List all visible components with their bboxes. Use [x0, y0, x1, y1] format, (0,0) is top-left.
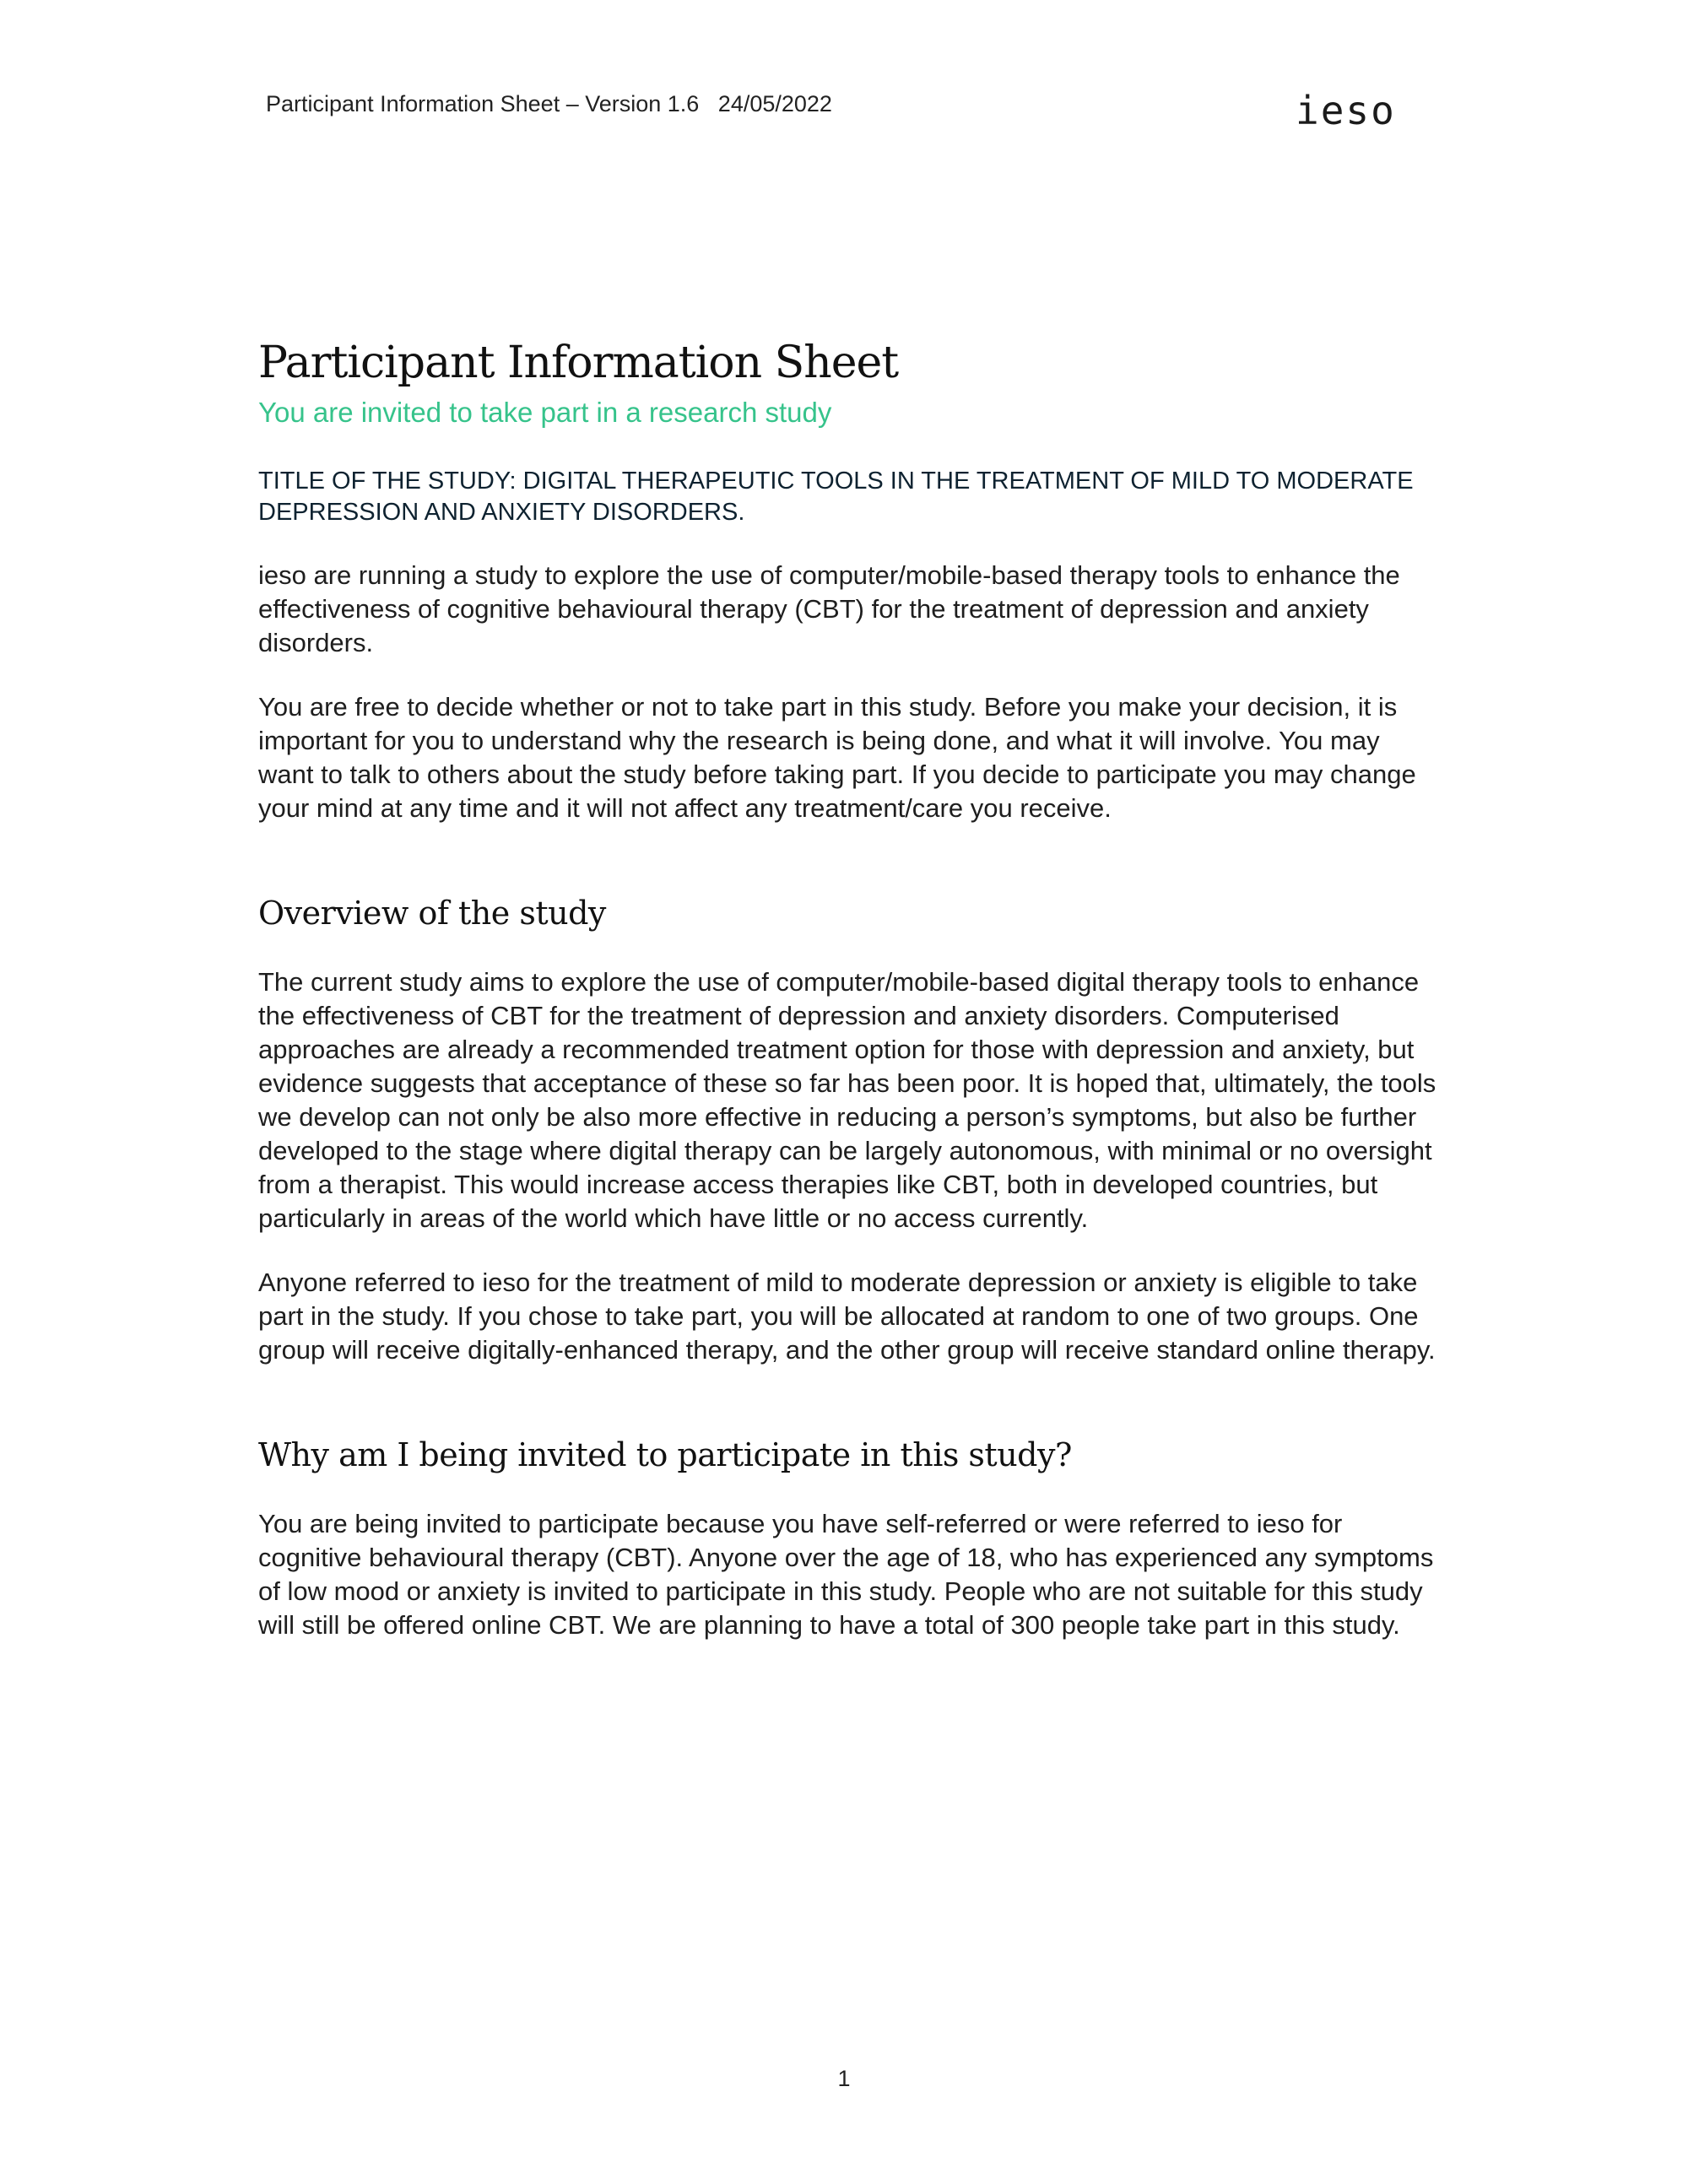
section-heading-overview: Overview of the study	[258, 895, 606, 932]
section-paragraph: The current study aims to explore the use of computer/mobile-based digital therapy tools to enhance the effectiveness of CBT for the treatment of depression and anxiety disorders. Computerised approaches are already a recommended treatment option for those with depression and anxiety, but evidence suggests that acceptance of these so far has been poor. It is hoped that, ultimately, the tools we develop can not only be also more effective in reducing a person’s symptoms, but also be further developed to the stage where digital therapy can be largely autonomous, with minimal or no oversight from a therapist. This would increase access therapies like CBT, both in developed countries, but particularly in areas of the world which have little or no access currently.	[258, 967, 1436, 1233]
study-title: TITLE OF THE STUDY: DIGITAL THERAPEUTIC TOOLS IN THE TREATMENT OF MILD TO MODERATE DEPRESSION AND ANXIETY DISORDERS.	[258, 468, 1414, 526]
document-body	[258, 338, 1440, 1642]
ieso-logo: ieso	[1296, 88, 1396, 133]
section-heading-why-invited: Why am I being invited to participate in this study?	[258, 1436, 1072, 1473]
document-header-meta: Participant Information Sheet – Version 1.6 24/05/2022	[266, 91, 832, 116]
intro-paragraph: ieso are running a study to explore the use of computer/mobile-based therapy tools to enhance the effectiveness of cognitive behavioural therapy (CBT) for the treatment of depression and anxiety disorders.	[258, 560, 1400, 657]
intro-paragraph: You are free to decide whether or not to take part in this study. Before you make your decision, it is important for you to understand why the research is being done, and what it will involve. You may want to talk to others about the study before taking part. If you decide to participate you may change your mind at any time and it will not affect any treatment/care you receive.	[258, 692, 1416, 823]
document-subtitle: You are invited to take part in a research study	[258, 397, 832, 428]
page-number: 1	[837, 2066, 851, 2091]
section-paragraph: Anyone referred to ieso for the treatment of mild to moderate depression or anxiety is eligible to take part in the study. If you chose to take part, you will be allocated at random to one of two groups. One group will receive digitally-enhanced therapy, and the other group will receive standard online therapy.	[258, 1268, 1436, 1365]
document-title: Participant Information Sheet	[258, 338, 899, 388]
section-paragraph: You are being invited to participate because you have self-referred or were referred to ieso for cognitive behavioural therapy (CBT). Anyone over the age of 18, who has experienced any symptoms of low mood or anxiety is invited to participate in this study. People who are not suitable for this study will still be offered online CBT. We are planning to have a total of 300 people take part in this study.	[258, 1509, 1434, 1640]
